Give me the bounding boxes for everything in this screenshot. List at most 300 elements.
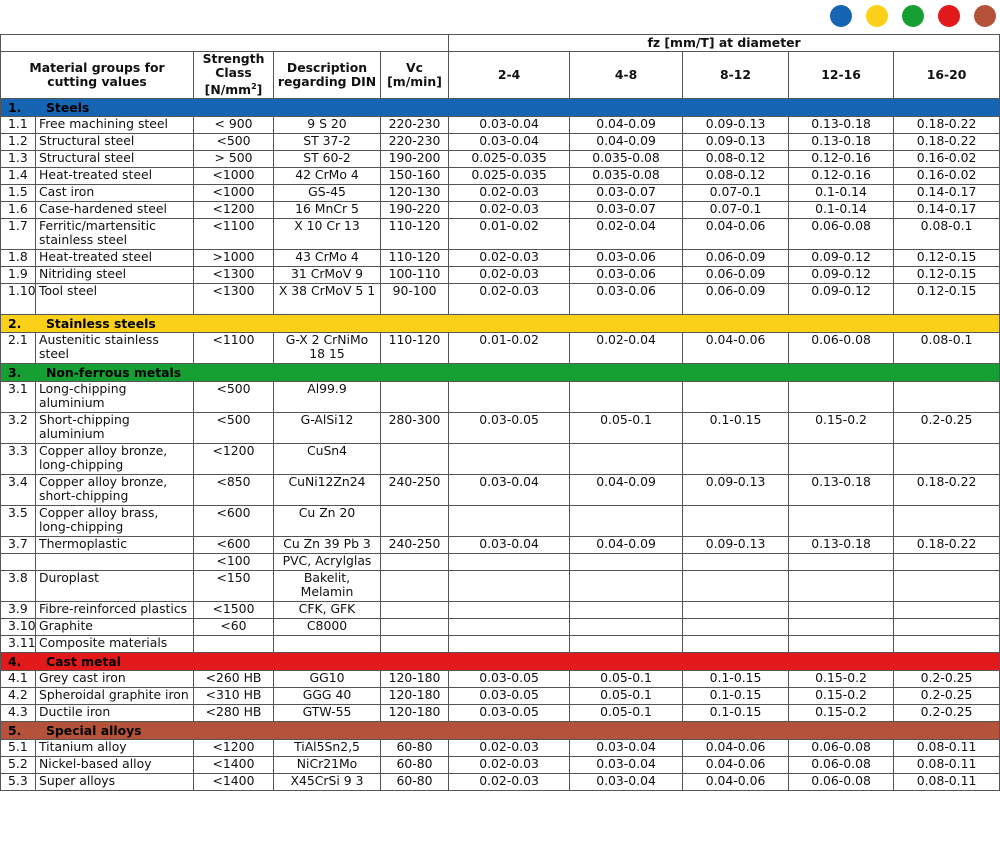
material-name: Heat-treated steel xyxy=(36,168,194,185)
fz-value: 0.2-0.25 xyxy=(894,688,1000,705)
fz-value: 0.06-0.08 xyxy=(789,740,894,757)
header-material: Material groups for cutting values xyxy=(1,52,194,99)
fz-value: 0.04-0.06 xyxy=(683,219,789,250)
material-name: Structural steel xyxy=(36,134,194,151)
row-number: 3.1 xyxy=(1,382,36,413)
table-row xyxy=(1,413,1000,444)
group-header xyxy=(1,364,1000,382)
cutting-speed xyxy=(381,444,449,475)
table-row xyxy=(1,219,1000,250)
fz-value xyxy=(789,382,894,413)
fz-value: 0.14-0.17 xyxy=(894,185,1000,202)
fz-value: 0.08-0.12 xyxy=(683,151,789,168)
din-description: Cu Zn 20 xyxy=(274,506,381,537)
fz-value: 0.12-0.16 xyxy=(789,168,894,185)
material-name: Copper alloy bronze, short-chipping xyxy=(36,475,194,506)
strength-class: >1000 xyxy=(194,250,274,267)
fz-value xyxy=(449,444,570,475)
cutting-speed: 120-180 xyxy=(381,671,449,688)
fz-value: 0.035-0.08 xyxy=(570,151,683,168)
legend-dot-steels xyxy=(830,5,852,27)
fz-value: 0.02-0.04 xyxy=(570,333,683,364)
fz-value: 0.04-0.06 xyxy=(683,740,789,757)
cutting-speed xyxy=(381,554,449,571)
group-label: Stainless steels xyxy=(46,315,156,331)
din-description: X45CrSi 9 3 xyxy=(274,774,381,791)
fz-value: 0.05-0.1 xyxy=(570,705,683,722)
header-diameter-5: 16-20 xyxy=(894,52,1000,99)
header-diameter-4: 12-16 xyxy=(789,52,894,99)
cutting-speed: 190-200 xyxy=(381,151,449,168)
strength-class: <600 xyxy=(194,537,274,554)
fz-value: 0.05-0.1 xyxy=(570,671,683,688)
cutting-speed xyxy=(381,571,449,602)
fz-value: 0.01-0.02 xyxy=(449,219,570,250)
material-name: Fibre-reinforced plastics xyxy=(36,602,194,619)
group-number: 4. xyxy=(8,653,22,669)
fz-value: 0.09-0.12 xyxy=(789,267,894,284)
legend-dot-stainless xyxy=(866,5,888,27)
cutting-speed: 110-120 xyxy=(381,333,449,364)
table-row xyxy=(1,382,1000,413)
fz-value: 0.15-0.2 xyxy=(789,413,894,444)
fz-value: 0.12-0.16 xyxy=(789,151,894,168)
group-header-row xyxy=(1,722,1000,740)
fz-value: 0.2-0.25 xyxy=(894,671,1000,688)
row-number: 4.1 xyxy=(1,671,36,688)
row-number: 5.3 xyxy=(1,774,36,791)
cutting-speed: 60-80 xyxy=(381,757,449,774)
din-description: G-X 2 CrNiMo 18 15 xyxy=(274,333,381,364)
strength-class: <1200 xyxy=(194,740,274,757)
fz-value: 0.1-0.14 xyxy=(789,185,894,202)
legend-dot-non-ferrous xyxy=(902,5,924,27)
fz-value: 0.18-0.22 xyxy=(894,134,1000,151)
fz-value: 0.14-0.17 xyxy=(894,202,1000,219)
table-row xyxy=(1,250,1000,267)
strength-class: <1500 xyxy=(194,602,274,619)
group-header-row xyxy=(1,653,1000,671)
row-number: 1.2 xyxy=(1,134,36,151)
header-description: Description regarding DIN xyxy=(274,52,381,99)
material-name: Graphite xyxy=(36,619,194,636)
fz-value: 0.03-0.04 xyxy=(570,757,683,774)
strength-class: <600 xyxy=(194,506,274,537)
fz-value xyxy=(894,382,1000,413)
strength-class: <1000 xyxy=(194,168,274,185)
group-number: 5. xyxy=(8,722,22,738)
cutting-speed: 190-220 xyxy=(381,202,449,219)
group-number: 3. xyxy=(8,364,22,380)
legend-dot-special-alloys xyxy=(974,5,996,27)
fz-value: 0.03-0.06 xyxy=(570,250,683,267)
row-number: 1.6 xyxy=(1,202,36,219)
table-row xyxy=(1,284,1000,315)
din-description: Al99.9 xyxy=(274,382,381,413)
material-name: Austenitic stainless steel xyxy=(36,333,194,364)
cutting-speed xyxy=(381,636,449,653)
fz-value: 0.04-0.06 xyxy=(683,333,789,364)
fz-value xyxy=(570,382,683,413)
strength-class: <850 xyxy=(194,475,274,506)
table-row xyxy=(1,757,1000,774)
din-description: 31 CrMoV 9 xyxy=(274,267,381,284)
cutting-speed xyxy=(381,619,449,636)
din-description: CFK, GFK xyxy=(274,602,381,619)
strength-class: < 900 xyxy=(194,117,274,134)
fz-value xyxy=(894,619,1000,636)
fz-value: 0.15-0.2 xyxy=(789,705,894,722)
table-row xyxy=(1,688,1000,705)
cutting-speed: 280-300 xyxy=(381,413,449,444)
strength-class: <500 xyxy=(194,382,274,413)
fz-value: 0.07-0.1 xyxy=(683,202,789,219)
row-number: 3.5 xyxy=(1,506,36,537)
row-number: 1.5 xyxy=(1,185,36,202)
fz-value xyxy=(683,602,789,619)
material-name: Short-chipping aluminium xyxy=(36,413,194,444)
fz-value xyxy=(449,636,570,653)
fz-value: 0.2-0.25 xyxy=(894,413,1000,444)
table-row xyxy=(1,444,1000,475)
fz-value: 0.025-0.035 xyxy=(449,168,570,185)
group-header-row xyxy=(1,99,1000,117)
material-name: Composite materials xyxy=(36,636,194,653)
fz-value xyxy=(449,382,570,413)
fz-value: 0.18-0.22 xyxy=(894,475,1000,506)
fz-value: 0.05-0.1 xyxy=(570,688,683,705)
fz-value xyxy=(683,636,789,653)
fz-value: 0.02-0.03 xyxy=(449,740,570,757)
row-number: 3.4 xyxy=(1,475,36,506)
fz-value xyxy=(789,506,894,537)
din-description: TiAl5Sn2,5 xyxy=(274,740,381,757)
group-label: Non-ferrous metals xyxy=(46,364,182,380)
din-description: 42 CrMo 4 xyxy=(274,168,381,185)
din-description: NiCr21Mo xyxy=(274,757,381,774)
table-row xyxy=(1,475,1000,506)
row-number: 3.7 xyxy=(1,537,36,554)
cutting-speed: 240-250 xyxy=(381,537,449,554)
row-number: 3.10 xyxy=(1,619,36,636)
fz-value: 0.06-0.09 xyxy=(683,267,789,284)
fz-value xyxy=(789,444,894,475)
fz-value: 0.09-0.12 xyxy=(789,250,894,267)
fz-value: 0.03-0.07 xyxy=(570,202,683,219)
strength-class: <1400 xyxy=(194,757,274,774)
group-header xyxy=(1,653,1000,671)
group-header xyxy=(1,722,1000,740)
row-number: 3.11 xyxy=(1,636,36,653)
cutting-speed: 110-120 xyxy=(381,219,449,250)
table-row xyxy=(1,571,1000,602)
fz-value: 0.05-0.1 xyxy=(570,413,683,444)
din-description: ST 37-2 xyxy=(274,134,381,151)
material-name: Duroplast xyxy=(36,571,194,602)
fz-value: 0.04-0.06 xyxy=(683,757,789,774)
fz-value xyxy=(570,444,683,475)
table-row xyxy=(1,333,1000,364)
fz-value: 0.02-0.03 xyxy=(449,284,570,315)
group-number: 1. xyxy=(8,99,22,115)
din-description: 43 CrMo 4 xyxy=(274,250,381,267)
fz-value xyxy=(894,554,1000,571)
fz-value: 0.13-0.18 xyxy=(789,117,894,134)
fz-value: 0.07-0.1 xyxy=(683,185,789,202)
row-number: 1.8 xyxy=(1,250,36,267)
fz-value: 0.1-0.15 xyxy=(683,688,789,705)
din-description: 9 S 20 xyxy=(274,117,381,134)
fz-value: 0.03-0.05 xyxy=(449,688,570,705)
table-row xyxy=(1,117,1000,134)
cutting-speed: 120-180 xyxy=(381,705,449,722)
fz-value: 0.03-0.05 xyxy=(449,413,570,444)
fz-value: 0.03-0.04 xyxy=(449,134,570,151)
row-number: 1.3 xyxy=(1,151,36,168)
material-name: Grey cast iron xyxy=(36,671,194,688)
fz-value: 0.08-0.1 xyxy=(894,219,1000,250)
row-number: 1.4 xyxy=(1,168,36,185)
fz-value: 0.06-0.08 xyxy=(789,757,894,774)
table-row xyxy=(1,202,1000,219)
fz-value: 0.13-0.18 xyxy=(789,537,894,554)
fz-value: 0.02-0.04 xyxy=(570,219,683,250)
din-description: PVC, Acrylglas xyxy=(274,554,381,571)
cutting-speed: 240-250 xyxy=(381,475,449,506)
row-number: 1.10 xyxy=(1,284,36,315)
fz-value xyxy=(449,602,570,619)
material-name: Nitriding steel xyxy=(36,267,194,284)
fz-value xyxy=(894,636,1000,653)
strength-class: <1200 xyxy=(194,202,274,219)
fz-value xyxy=(894,602,1000,619)
row-number xyxy=(1,554,36,571)
fz-value xyxy=(570,636,683,653)
strength-class: <1300 xyxy=(194,267,274,284)
din-description: ST 60-2 xyxy=(274,151,381,168)
fz-value xyxy=(683,554,789,571)
header-diameter-2: 4-8 xyxy=(570,52,683,99)
fz-value: 0.08-0.11 xyxy=(894,774,1000,791)
table-row xyxy=(1,168,1000,185)
fz-value: 0.03-0.05 xyxy=(449,705,570,722)
group-header xyxy=(1,315,1000,333)
material-name: Titanium alloy xyxy=(36,740,194,757)
fz-value: 0.06-0.08 xyxy=(789,333,894,364)
row-number: 1.9 xyxy=(1,267,36,284)
table-row xyxy=(1,636,1000,653)
fz-value: 0.03-0.04 xyxy=(449,475,570,506)
fz-value: 0.03-0.05 xyxy=(449,671,570,688)
fz-value xyxy=(683,619,789,636)
fz-value: 0.08-0.1 xyxy=(894,333,1000,364)
strength-class: <1100 xyxy=(194,333,274,364)
strength-class: <150 xyxy=(194,571,274,602)
table-row xyxy=(1,185,1000,202)
fz-value: 0.12-0.15 xyxy=(894,267,1000,284)
fz-value: 0.13-0.18 xyxy=(789,475,894,506)
header-blank xyxy=(1,35,449,52)
fz-value: 0.04-0.09 xyxy=(570,475,683,506)
row-number: 1.1 xyxy=(1,117,36,134)
group-header-row xyxy=(1,315,1000,333)
fz-value: 0.09-0.12 xyxy=(789,284,894,315)
fz-value: 0.035-0.08 xyxy=(570,168,683,185)
fz-value: 0.02-0.03 xyxy=(449,267,570,284)
table-row xyxy=(1,267,1000,284)
fz-value: 0.08-0.11 xyxy=(894,757,1000,774)
cutting-speed xyxy=(381,506,449,537)
fz-value xyxy=(683,506,789,537)
fz-value: 0.18-0.22 xyxy=(894,537,1000,554)
material-name: Heat-treated steel xyxy=(36,250,194,267)
fz-value: 0.09-0.13 xyxy=(683,134,789,151)
fz-value xyxy=(789,602,894,619)
group-header-row xyxy=(1,364,1000,382)
din-description: GG10 xyxy=(274,671,381,688)
din-description: 16 MnCr 5 xyxy=(274,202,381,219)
group-label: Steels xyxy=(46,99,90,115)
din-description: Bakelit, Melamin xyxy=(274,571,381,602)
fz-value xyxy=(894,444,1000,475)
strength-class: <500 xyxy=(194,134,274,151)
din-description: GTW-55 xyxy=(274,705,381,722)
row-number: 5.1 xyxy=(1,740,36,757)
din-description: GS-45 xyxy=(274,185,381,202)
row-number: 4.2 xyxy=(1,688,36,705)
cutting-values-table xyxy=(0,34,1000,791)
din-description: CuNi12Zn24 xyxy=(274,475,381,506)
fz-value: 0.02-0.03 xyxy=(449,250,570,267)
fz-value xyxy=(449,506,570,537)
group-header xyxy=(1,99,1000,117)
fz-value: 0.03-0.04 xyxy=(449,537,570,554)
fz-value: 0.18-0.22 xyxy=(894,117,1000,134)
table-row xyxy=(1,537,1000,554)
fz-value: 0.06-0.08 xyxy=(789,219,894,250)
fz-value xyxy=(570,554,683,571)
fz-value xyxy=(449,571,570,602)
fz-value: 0.1-0.14 xyxy=(789,202,894,219)
table-row xyxy=(1,619,1000,636)
strength-class: <1100 xyxy=(194,219,274,250)
fz-value xyxy=(894,571,1000,602)
fz-value xyxy=(570,619,683,636)
strength-class: <500 xyxy=(194,413,274,444)
row-number: 5.2 xyxy=(1,757,36,774)
cutting-speed: 220-230 xyxy=(381,117,449,134)
din-description: CuSn4 xyxy=(274,444,381,475)
din-description: G-AlSi12 xyxy=(274,413,381,444)
header-diameter-3: 8-12 xyxy=(683,52,789,99)
row-number: 2.1 xyxy=(1,333,36,364)
header-diameter-1: 2-4 xyxy=(449,52,570,99)
cutting-speed xyxy=(381,382,449,413)
legend-dot-cast-metal xyxy=(938,5,960,27)
material-name: Free machining steel xyxy=(36,117,194,134)
cutting-speed: 150-160 xyxy=(381,168,449,185)
row-number: 3.2 xyxy=(1,413,36,444)
fz-value: 0.2-0.25 xyxy=(894,705,1000,722)
row-number: 3.8 xyxy=(1,571,36,602)
fz-value: 0.06-0.08 xyxy=(789,774,894,791)
table-row xyxy=(1,740,1000,757)
fz-value: 0.12-0.15 xyxy=(894,284,1000,315)
fz-value: 0.02-0.03 xyxy=(449,185,570,202)
fz-value xyxy=(789,554,894,571)
fz-value: 0.02-0.03 xyxy=(449,757,570,774)
strength-class: > 500 xyxy=(194,151,274,168)
fz-value: 0.09-0.13 xyxy=(683,537,789,554)
fz-value: 0.1-0.15 xyxy=(683,671,789,688)
strength-class: <1400 xyxy=(194,774,274,791)
fz-value xyxy=(570,506,683,537)
row-number: 3.9 xyxy=(1,602,36,619)
strength-class: <100 xyxy=(194,554,274,571)
cutting-speed: 120-180 xyxy=(381,688,449,705)
fz-value xyxy=(789,636,894,653)
material-name: Spheroidal graphite iron xyxy=(36,688,194,705)
fz-value xyxy=(570,571,683,602)
fz-value: 0.06-0.09 xyxy=(683,284,789,315)
table-row xyxy=(1,774,1000,791)
material-name: Thermoplastic xyxy=(36,537,194,554)
fz-value: 0.04-0.09 xyxy=(570,537,683,554)
fz-value: 0.13-0.18 xyxy=(789,134,894,151)
fz-value: 0.08-0.12 xyxy=(683,168,789,185)
strength-class: <1300 xyxy=(194,284,274,315)
fz-value: 0.1-0.15 xyxy=(683,705,789,722)
fz-value: 0.04-0.09 xyxy=(570,117,683,134)
fz-value xyxy=(894,506,1000,537)
table-row xyxy=(1,705,1000,722)
fz-value: 0.16-0.02 xyxy=(894,151,1000,168)
material-name: Copper alloy bronze, long-chipping xyxy=(36,444,194,475)
material-name: Ferritic/martensitic stainless steel xyxy=(36,219,194,250)
din-description: X 10 Cr 13 xyxy=(274,219,381,250)
fz-value: 0.03-0.04 xyxy=(570,740,683,757)
group-label: Special alloys xyxy=(46,722,142,738)
table-row xyxy=(1,506,1000,537)
fz-value xyxy=(789,619,894,636)
material-name: Case-hardened steel xyxy=(36,202,194,219)
fz-value: 0.09-0.13 xyxy=(683,117,789,134)
fz-value xyxy=(683,444,789,475)
table-row xyxy=(1,134,1000,151)
din-description xyxy=(274,636,381,653)
strength-class: <1200 xyxy=(194,444,274,475)
fz-value xyxy=(449,619,570,636)
fz-value xyxy=(449,554,570,571)
fz-value: 0.01-0.02 xyxy=(449,333,570,364)
fz-value: 0.03-0.04 xyxy=(449,117,570,134)
row-number: 1.7 xyxy=(1,219,36,250)
fz-value: 0.15-0.2 xyxy=(789,671,894,688)
header-vc: Vc [m/min] xyxy=(381,52,449,99)
material-name: Ductile iron xyxy=(36,705,194,722)
cutting-speed: 120-130 xyxy=(381,185,449,202)
color-legend xyxy=(830,2,996,30)
fz-value: 0.15-0.2 xyxy=(789,688,894,705)
cutting-speed xyxy=(381,602,449,619)
row-number: 3.3 xyxy=(1,444,36,475)
fz-value: 0.02-0.03 xyxy=(449,774,570,791)
fz-value: 0.03-0.06 xyxy=(570,284,683,315)
cutting-speed: 60-80 xyxy=(381,774,449,791)
strength-class: <280 HB xyxy=(194,705,274,722)
group-label: Cast metal xyxy=(46,653,121,669)
fz-value xyxy=(570,602,683,619)
